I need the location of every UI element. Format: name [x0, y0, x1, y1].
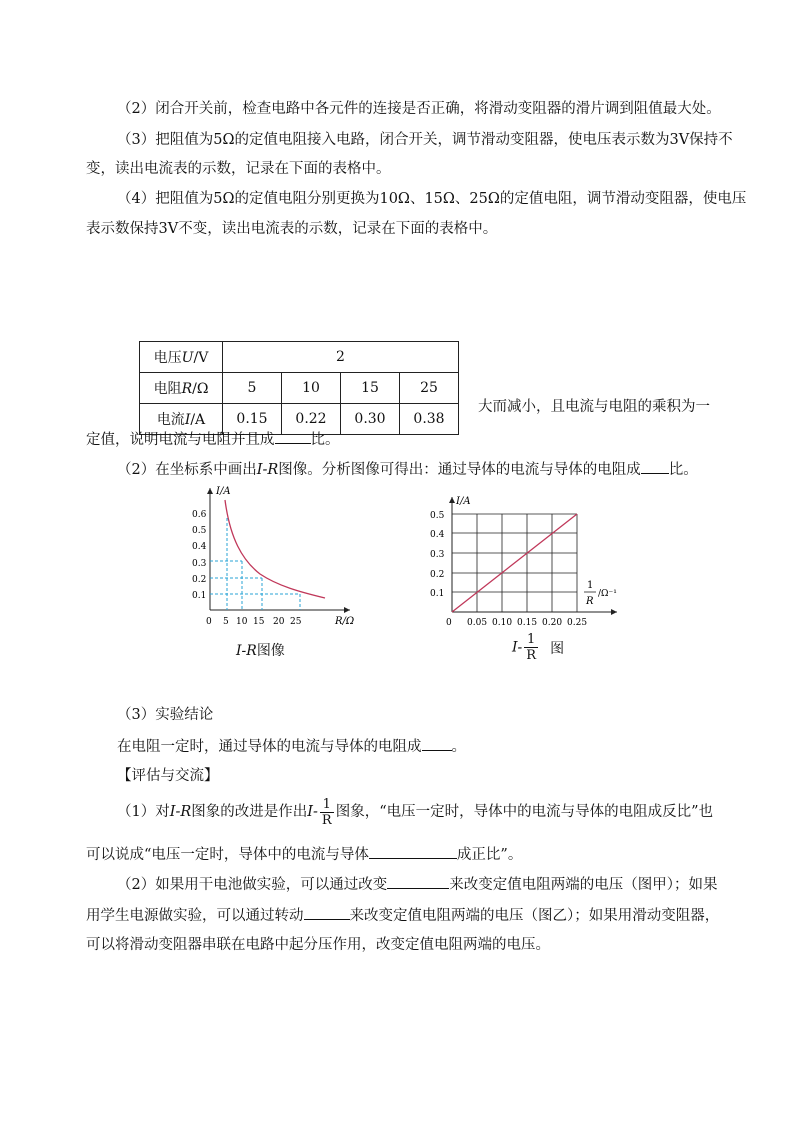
x-axis-label: R/Ω [335, 616, 355, 627]
table-row-resistance [140, 373, 459, 404]
step-4-line-2: 表示数保持3V不变，读出电流表的示数，记录在下面的表格中。 [86, 221, 498, 237]
analysis-2: （2）在坐标系中画出I-R图像。分析图像可得出：通过导体的电流与导体的电阻成 比。 [117, 459, 698, 480]
analysis-1-tail: 大而减小，且电流与电阻的乘积为一 [478, 399, 710, 415]
table-cell: 15 [341, 373, 400, 404]
current-header: 电流I/A [140, 404, 223, 435]
table-cell: 0.22 [282, 404, 341, 435]
step-2: （2）闭合开关前，检查电路中各元件的连接是否正确，将滑动变阻器的滑片调到阻值最大处。 [117, 101, 721, 117]
y-tick: 0.2 [430, 570, 445, 580]
y-tick: 0.5 [192, 526, 207, 536]
x-tick: 15 [253, 617, 265, 627]
table-cell: 10 [282, 373, 341, 404]
answer-blank [387, 874, 449, 889]
y-tick: 0.4 [192, 542, 207, 552]
table-cell: 0.15 [223, 404, 282, 435]
x-axis-arrow-icon [611, 609, 617, 615]
y-tick: 0.2 [192, 575, 207, 585]
analysis-1-line-2: 定值，说明电流与电阻并且成 比。 [86, 429, 340, 450]
answer-blank [275, 429, 311, 444]
answer-blank [304, 905, 350, 920]
conclusion-text: 在电阻一定时，通过导体的电流与导体的电阻成 。 [117, 736, 466, 757]
x-axis-label-num: 1 [587, 580, 594, 591]
evaluation-2-line-1: （2）如果用干电池做实验，可以通过改变 来改变定值电阻两端的电压（图甲）；如果 [117, 874, 717, 895]
x-tick: 0.25 [567, 618, 588, 628]
proportional-line [452, 514, 577, 612]
x-tick: 0 [206, 617, 212, 627]
y-tick: 0.4 [430, 530, 445, 540]
x-axis-arrow-icon [344, 607, 350, 613]
answer-blank [641, 459, 669, 474]
step-3-line-2: 变，读出电流表的示数，记录在下面的表格中。 [86, 161, 391, 177]
answer-blank [369, 844, 457, 859]
evaluation-heading: 【评估与交流】 [117, 768, 219, 784]
guide-lines [210, 518, 300, 610]
data-table [139, 341, 459, 435]
ir-graph-caption: I-R图像 [236, 643, 285, 659]
evaluation-2-line-2: 用学生电源做实验，可以通过转动 来改变定值电阻两端的电压（图乙）；如果用滑动变阻器， [86, 905, 719, 926]
y-tick: 0.6 [192, 510, 207, 520]
ir-curve [225, 500, 325, 598]
y-tick: 0.5 [430, 511, 445, 521]
answer-blank [422, 736, 452, 751]
x-tick: 0.10 [492, 618, 513, 628]
x-tick: 5 [223, 617, 229, 627]
table-row-voltage [140, 342, 459, 373]
x-tick: 0 [446, 618, 452, 628]
evaluation-1-line-2: 可以说成“电压一定时，导体中的电流与导体 成正比”。 [86, 844, 522, 865]
table-cell: 25 [400, 373, 459, 404]
y-tick: 0.1 [430, 589, 445, 599]
voltage-value: 2 [223, 342, 459, 373]
table-cell: 5 [223, 373, 282, 404]
y-tick: 0.3 [192, 559, 207, 569]
x-tick: 10 [236, 617, 248, 627]
x-tick: 0.20 [542, 618, 563, 628]
y-tick: 0.1 [192, 591, 207, 601]
table-cell: 0.30 [341, 404, 400, 435]
conclusion-heading: （3）实验结论 [117, 707, 214, 723]
x-tick: 0.05 [467, 618, 488, 628]
y-axis-label: I/A [456, 496, 471, 507]
inverse-graph-caption: I- $\frac{1}{R}$ 图 [512, 632, 565, 663]
x-axis-label-den: R [586, 596, 594, 607]
x-axis-label-unit: /Ω⁻¹ [598, 589, 617, 599]
evaluation-2-line-3: 可以将滑动变阻器串联在电路中起分压作用，改变定值电阻两端的电压。 [86, 937, 550, 953]
step-4-line-1: （4）把阻值为5Ω的定值电阻分别更换为10Ω、15Ω、25Ω的定值电阻，调节滑动变阻器，使电压 [117, 191, 747, 207]
inverse-graph [422, 492, 632, 632]
x-tick: 25 [290, 617, 302, 627]
resistance-header: 电阻R/Ω [140, 373, 223, 404]
step-3-line-1: （3）把阻值为5Ω的定值电阻接入电路，闭合开关，调节滑动变阻器，使电压表示数为3V保持不 [117, 132, 733, 148]
voltage-header: 电压U/V [140, 342, 223, 373]
x-tick: 20 [273, 617, 285, 627]
y-tick: 0.3 [430, 550, 445, 560]
y-axis-label: I/A [216, 486, 231, 497]
evaluation-1-line-1: （1）对I-R图象的改进是作出I- $\frac{1}{R}$ 图象，“电压一定时，导体中的电流与导体的电阻成反比”也 [117, 796, 714, 828]
y-axis-arrow-icon [207, 488, 213, 494]
ir-graph [190, 478, 370, 633]
table-cell: 0.38 [400, 404, 459, 435]
y-axis-arrow-icon [449, 497, 455, 503]
x-tick: 0.15 [517, 618, 538, 628]
